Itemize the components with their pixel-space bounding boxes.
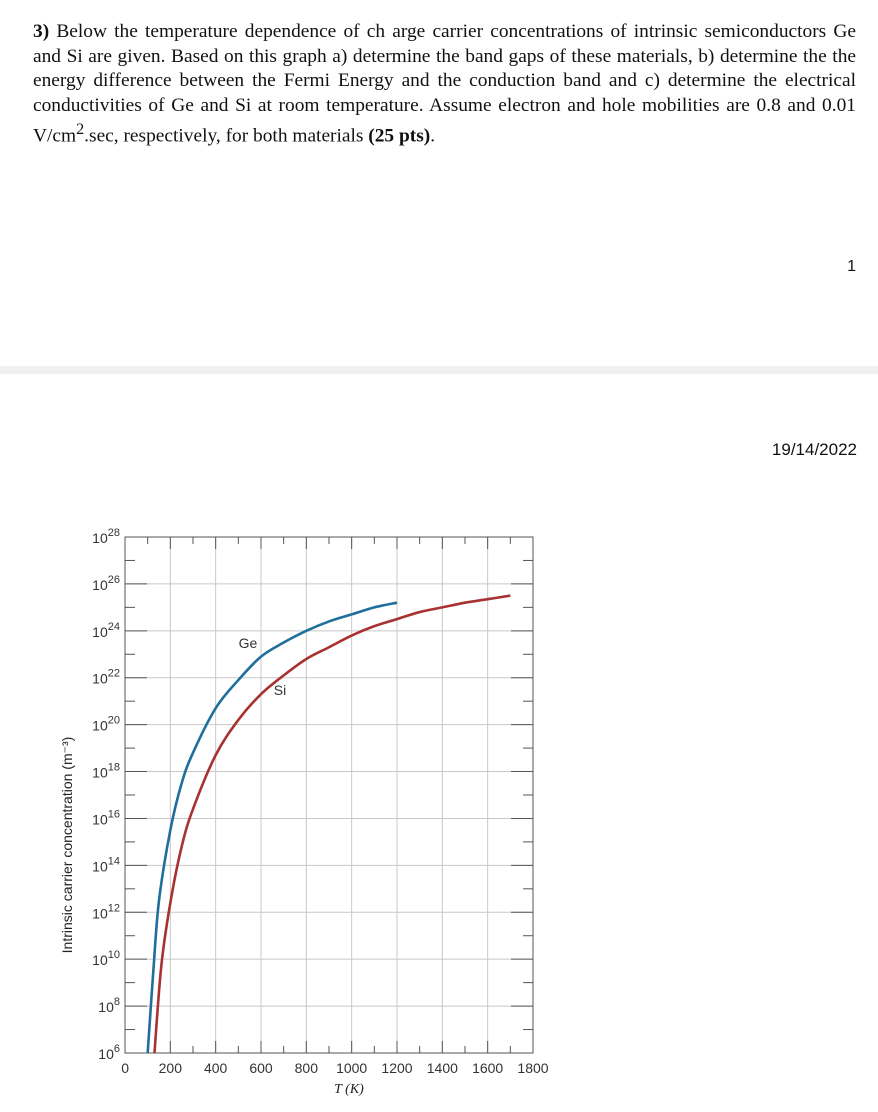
y-tick-exponent: 12 xyxy=(107,902,120,915)
y-tick-label xyxy=(92,902,120,921)
y-tick-label xyxy=(98,996,120,1015)
y-tick-label xyxy=(92,762,120,781)
y-tick-labels xyxy=(92,527,120,1062)
y-tick-base: 10 xyxy=(92,764,108,781)
y-tick-exponent: 20 xyxy=(107,714,120,727)
y-tick-exponent: 8 xyxy=(113,996,120,1009)
y-tick-base: 10 xyxy=(92,905,108,922)
y-tick-base: 10 xyxy=(98,999,114,1016)
y-tick-exponent: 16 xyxy=(107,808,120,821)
x-tick-label: 0 xyxy=(121,1060,129,1076)
y-tick-base: 10 xyxy=(98,1046,114,1062)
question-end: . xyxy=(430,125,436,147)
question-body: Below the temperature dependence of ch arge carrier concentrations of intrinsic semiconductors Ge and Si are given. Based on this graph a) determine the band gaps of these materials, b) determine the the energy difference between the Fermi Energy and the conduction band and c) determine the electrical conductivities of Ge and Si at room temperature. Assume electron and hole mobilities are 0.8 and 0.01 V/cm xyxy=(33,21,856,147)
y-tick-label xyxy=(98,1043,120,1062)
y-tick-exponent: 24 xyxy=(107,620,120,633)
y-tick-base: 10 xyxy=(92,952,108,969)
y-axis-label: Intrinsic carrier concentration (m⁻³) xyxy=(59,736,75,954)
x-tick-label: 1600 xyxy=(472,1060,504,1076)
points-label: (25 pts) xyxy=(368,125,431,147)
page-number: 1 xyxy=(847,258,856,275)
y-tick-exponent: 28 xyxy=(107,527,120,539)
series-line-ge xyxy=(148,603,397,1053)
x-tick-label: 1800 xyxy=(517,1060,549,1076)
question-body-cont: .sec, respectively, for both materials xyxy=(84,125,369,147)
unit-exponent: 2 xyxy=(76,121,85,139)
x-axis-label: T (K) xyxy=(334,1082,364,1097)
y-tick-base: 10 xyxy=(92,576,108,593)
y-tick-base: 10 xyxy=(92,623,108,640)
y-tick-label xyxy=(92,949,120,968)
x-tick-label: 1400 xyxy=(426,1060,458,1076)
y-tick-label xyxy=(92,668,120,687)
y-tick-label xyxy=(92,527,120,546)
y-tick-label xyxy=(92,574,120,593)
x-tick-label: 800 xyxy=(294,1060,319,1076)
y-tick-base: 10 xyxy=(92,811,108,828)
x-tick-label: 600 xyxy=(249,1060,273,1076)
chart-series xyxy=(148,596,511,1053)
y-tick-label xyxy=(92,855,120,874)
x-tick-label: 1000 xyxy=(336,1060,368,1076)
question-number: 3) xyxy=(33,21,50,42)
chart-ticks xyxy=(125,537,533,1053)
y-tick-label xyxy=(92,621,120,640)
x-tick-label: 200 xyxy=(158,1060,183,1076)
y-tick-exponent: 6 xyxy=(113,1043,120,1055)
y-tick-base: 10 xyxy=(92,530,108,546)
y-tick-base: 10 xyxy=(92,717,108,734)
y-tick-exponent: 22 xyxy=(107,667,120,680)
y-tick-base: 10 xyxy=(92,858,108,875)
x-tick-labels xyxy=(121,1060,549,1076)
y-tick-exponent: 10 xyxy=(107,949,120,962)
series-label-si: Si xyxy=(273,682,287,698)
y-tick-label xyxy=(92,808,120,827)
y-tick-base: 10 xyxy=(92,670,108,687)
plot-frame xyxy=(125,537,533,1053)
date-label: 19/14/2022 xyxy=(771,440,857,459)
chart-grid xyxy=(125,537,533,1053)
y-tick-exponent: 14 xyxy=(107,855,120,868)
y-tick-exponent: 18 xyxy=(107,761,120,774)
y-tick-label xyxy=(92,715,120,734)
x-tick-label: 400 xyxy=(203,1060,228,1076)
x-tick-label: 1200 xyxy=(381,1060,413,1076)
series-line-si xyxy=(154,596,510,1053)
series-label-ge: Ge xyxy=(238,635,258,651)
y-tick-exponent: 26 xyxy=(107,573,120,586)
